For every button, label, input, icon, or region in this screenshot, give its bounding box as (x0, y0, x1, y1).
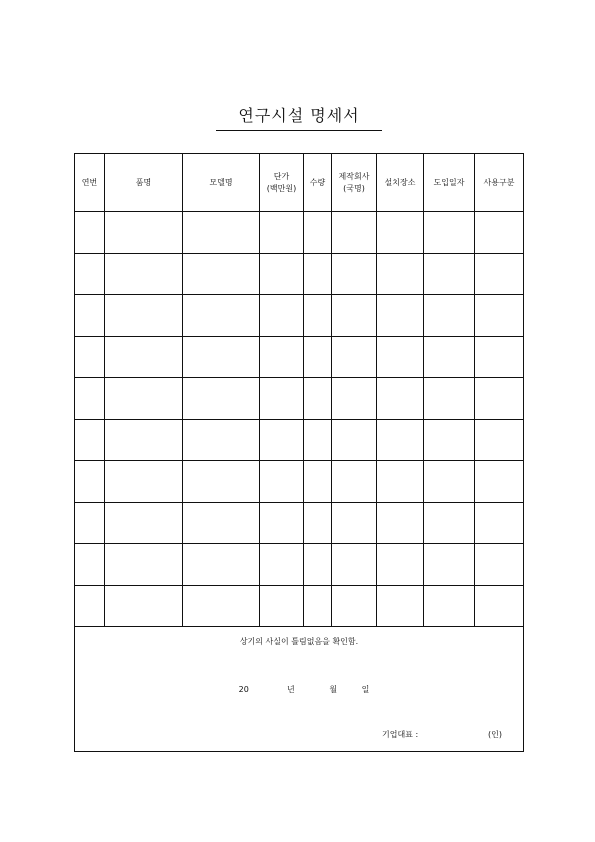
date-day: 일 (361, 685, 370, 694)
table-cell[interactable] (475, 295, 524, 337)
header-serial-no: 연번 (75, 154, 105, 212)
footer-row (75, 627, 524, 752)
table-cell[interactable] (475, 378, 524, 420)
table-row (75, 378, 524, 420)
table-cell[interactable] (332, 212, 377, 254)
table-cell[interactable] (377, 378, 424, 420)
table-cell[interactable] (424, 253, 475, 295)
table-cell[interactable] (105, 544, 183, 586)
table-cell[interactable] (105, 502, 183, 544)
table-cell[interactable] (260, 502, 304, 544)
seal-label: (인) (488, 730, 502, 739)
table-cell[interactable] (75, 253, 105, 295)
date-line (75, 684, 523, 695)
table-row (75, 212, 524, 254)
table-cell[interactable] (377, 336, 424, 378)
table-row (75, 585, 524, 627)
table-cell[interactable] (105, 585, 183, 627)
table-cell[interactable] (183, 336, 260, 378)
table-cell[interactable] (105, 336, 183, 378)
table-cell[interactable] (260, 544, 304, 586)
table-cell[interactable] (75, 502, 105, 544)
header-usage-type: 사용구분 (475, 154, 524, 212)
table-cell[interactable] (75, 544, 105, 586)
table-cell[interactable] (332, 585, 377, 627)
confirmation-text: 상기의 사실이 틀림없음을 확인함. (239, 637, 359, 646)
header-install-location: 설치장소 (377, 154, 424, 212)
header-row (75, 154, 524, 212)
table-cell[interactable] (75, 585, 105, 627)
table-cell[interactable] (75, 336, 105, 378)
table-cell[interactable] (183, 295, 260, 337)
table-cell[interactable] (475, 212, 524, 254)
table-cell[interactable] (304, 502, 332, 544)
date-month: 월 (329, 685, 338, 694)
table-cell[interactable] (304, 585, 332, 627)
table-cell[interactable] (424, 295, 475, 337)
table-cell[interactable] (424, 502, 475, 544)
table-cell[interactable] (304, 544, 332, 586)
date-year: 20 년 (238, 685, 295, 694)
table-cell[interactable] (75, 295, 105, 337)
table-cell[interactable] (260, 419, 304, 461)
table-cell[interactable] (377, 212, 424, 254)
table-cell[interactable] (183, 253, 260, 295)
header-intro-date: 도입일자 (424, 154, 475, 212)
table-cell[interactable] (377, 461, 424, 503)
table-cell[interactable] (304, 253, 332, 295)
table-cell[interactable] (105, 419, 183, 461)
table-cell[interactable] (475, 544, 524, 586)
table-cell[interactable] (183, 419, 260, 461)
representative-label: 기업대표 : (382, 730, 419, 739)
table-cell[interactable] (105, 253, 183, 295)
table-cell[interactable] (377, 419, 424, 461)
table-row (75, 419, 524, 461)
table-cell[interactable] (377, 295, 424, 337)
header-manufacturer: 제작회사 (국명) (332, 154, 377, 212)
table-cell[interactable] (332, 461, 377, 503)
table-cell[interactable] (377, 502, 424, 544)
table-cell[interactable] (424, 461, 475, 503)
header-item-name: 품명 (105, 154, 183, 212)
table-cell[interactable] (424, 544, 475, 586)
table-row (75, 295, 524, 337)
table-cell[interactable] (475, 419, 524, 461)
header-quantity: 수량 (304, 154, 332, 212)
document-title: 연구시설 명세서 (216, 104, 382, 131)
table-cell[interactable] (75, 419, 105, 461)
table-cell[interactable] (424, 336, 475, 378)
table-cell[interactable] (424, 212, 475, 254)
header-model-name: 모델명 (183, 154, 260, 212)
table-cell[interactable] (183, 212, 260, 254)
table-row (75, 544, 524, 586)
header-unit-price: 단가 (백만원) (260, 154, 304, 212)
table-cell[interactable] (304, 419, 332, 461)
table-cell[interactable] (332, 295, 377, 337)
table-cell[interactable] (183, 378, 260, 420)
table-cell[interactable] (183, 502, 260, 544)
table-cell[interactable] (424, 378, 475, 420)
table-cell[interactable] (75, 212, 105, 254)
table-cell[interactable] (424, 585, 475, 627)
table-cell[interactable] (304, 461, 332, 503)
table-cell[interactable] (75, 378, 105, 420)
table-cell[interactable] (260, 461, 304, 503)
confirmation-section (75, 627, 524, 752)
table-cell[interactable] (105, 295, 183, 337)
table-cell[interactable] (332, 253, 377, 295)
table-cell[interactable] (332, 502, 377, 544)
table-cell[interactable] (183, 461, 260, 503)
table-cell[interactable] (260, 253, 304, 295)
table-cell[interactable] (377, 585, 424, 627)
table-cell[interactable] (475, 502, 524, 544)
table-cell[interactable] (260, 585, 304, 627)
table-cell[interactable] (260, 336, 304, 378)
table-cell[interactable] (260, 295, 304, 337)
table-cell[interactable] (332, 544, 377, 586)
table-cell[interactable] (377, 544, 424, 586)
table-cell[interactable] (75, 461, 105, 503)
table-cell[interactable] (475, 461, 524, 503)
facility-table (74, 153, 524, 752)
table-cell[interactable] (260, 212, 304, 254)
table-cell[interactable] (377, 253, 424, 295)
table-cell[interactable] (105, 212, 183, 254)
table-cell[interactable] (304, 336, 332, 378)
table-row (75, 461, 524, 503)
table-cell[interactable] (475, 585, 524, 627)
table-cell[interactable] (183, 585, 260, 627)
table-cell[interactable] (105, 461, 183, 503)
table-cell[interactable] (332, 419, 377, 461)
table-cell[interactable] (332, 378, 377, 420)
table-cell[interactable] (424, 419, 475, 461)
table-row (75, 502, 524, 544)
table-cell[interactable] (304, 212, 332, 254)
table-row (75, 253, 524, 295)
table-cell[interactable] (304, 295, 332, 337)
table-cell[interactable] (260, 378, 304, 420)
table-cell[interactable] (304, 378, 332, 420)
table-cell[interactable] (475, 336, 524, 378)
table-cell[interactable] (332, 336, 377, 378)
table-cell[interactable] (105, 378, 183, 420)
table-row (75, 336, 524, 378)
table-cell[interactable] (475, 253, 524, 295)
table-cell[interactable] (183, 544, 260, 586)
